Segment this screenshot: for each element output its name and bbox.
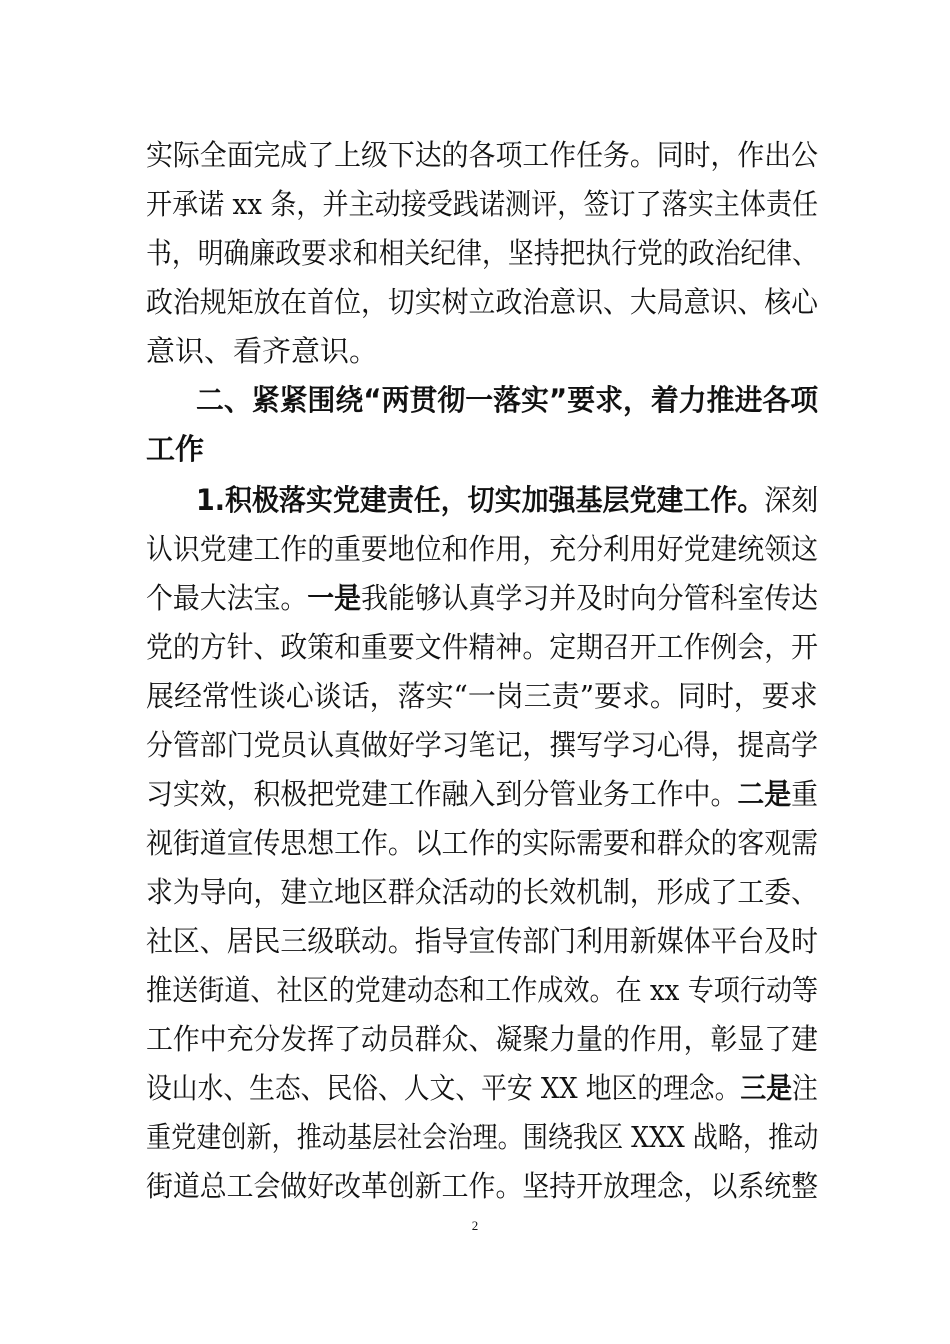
paragraph-line: 展经常性谈心谈话，落实“一岗三责”要求。同时，要求 [146,679,818,713]
paragraph-line [146,767,819,821]
paragraph-line: 政治规矩放在首位，切实树立政治意识、大局意识、核心 [146,285,819,319]
paragraph-line: 街道总工会做好改革创新工作。坚持开放理念，以系统整 [146,1169,819,1203]
paragraph-line: 重党建创新，推动基层社会治理。围绕我区 XXX 战略，推动 [146,1120,819,1154]
page-number: 2 [471,1218,479,1233]
section-heading: 二、紧紧围绕“两贯彻一落实”要求，着力推进各项 [196,383,819,417]
text-run: 设山水、生态、民俗、人文、平安 XX 地区的理念。 [146,1071,741,1105]
text-run: 习实效，积极把党建工作融入到分管业务工作中。 [146,777,738,811]
paragraph-line: 求为导向，建立地区群众活动的长效机制，形成了工委、 [146,875,819,909]
text-run: 深刻 [764,483,819,517]
text-run: 我能够认真学习并及时向分管科室传达 [361,581,819,615]
paragraph-line: 书，明确廉政要求和相关纪律，坚持把执行党的政治纪律、 [146,236,819,270]
paragraph-line: 认识党建工作的重要地位和作用，充分利用好党建统领这 [146,532,819,566]
emphasis-bold: 一是 [307,581,362,615]
paragraph-line: 社区、居民三级联动。指导宣传部门利用新媒体平台及时 [146,924,819,958]
text-run: 重 [791,777,819,811]
section-heading-continued: 工作 [146,432,205,466]
paragraph-line: 工作中充分发挥了动员群众、凝聚力量的作用，彰显了建 [146,1022,819,1056]
paragraph-line: 视街道宣传思想工作。以工作的实际需要和群众的客观需 [146,826,819,860]
paragraph-line: 党的方针、政策和重要文件精神。定期召开工作例会，开 [146,630,819,664]
emphasis-bold: 二是 [737,777,792,811]
subheading-bold: 1.积极落实党建责任，切实加强基层党建工作。 [196,483,765,517]
paragraph-line: 意识、看齐意识。 [146,334,379,368]
paragraph-line: 分管部门党员认真做好学习笔记，撰写学习心得，提高学 [146,728,819,762]
text-run: 注 [792,1071,818,1105]
paragraph-line [196,473,819,527]
paragraph-line: 实际全面完成了上级下达的各项工作任务。同时，作出公 [146,138,819,172]
text-run: 个最大法宝。 [146,581,308,615]
paragraph-line [146,571,819,625]
emphasis-bold: 三是 [740,1071,792,1105]
paragraph-line [146,1061,818,1115]
paragraph-line: 推送街道、社区的党建动态和工作成效。在 xx 专项行动等 [146,973,819,1007]
paragraph-line: 开承诺 xx 条，并主动接受践诺测评，签订了落实主体责任 [146,187,819,221]
